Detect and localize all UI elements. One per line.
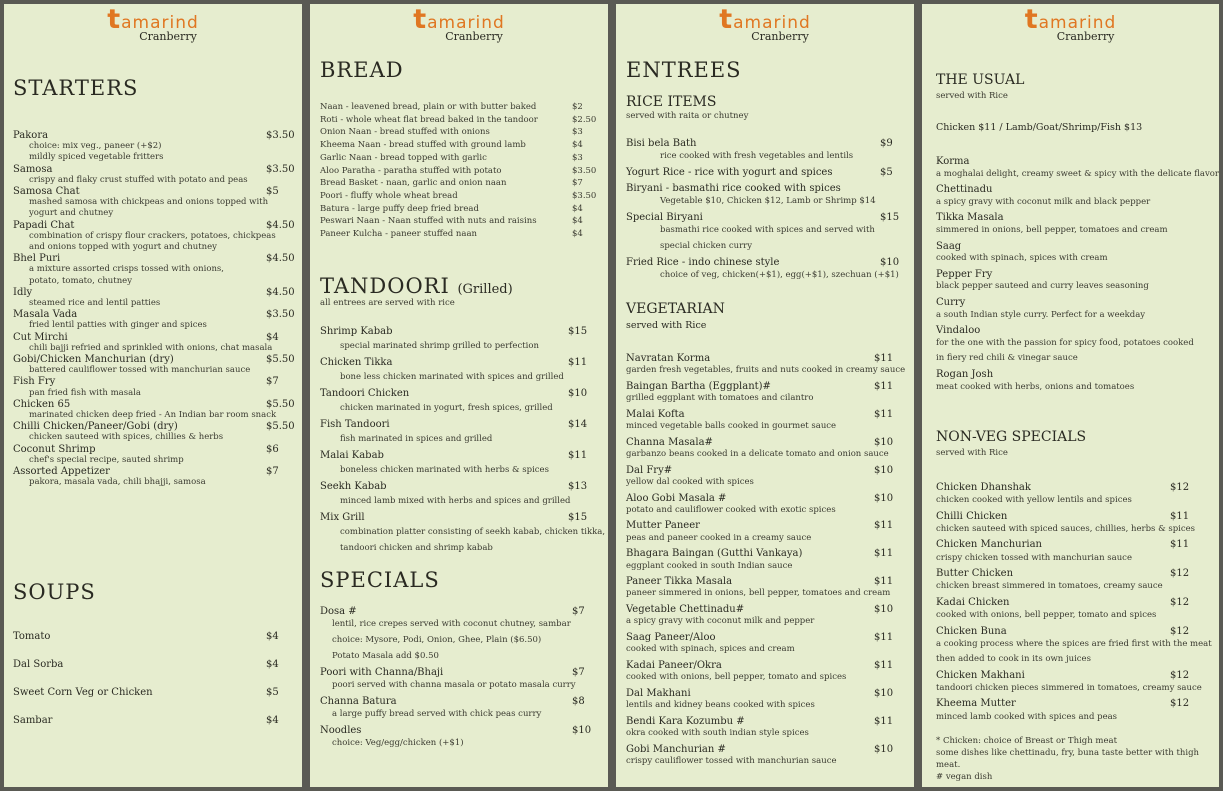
menu-item-price: $5.50 [266,354,295,365]
menu-item-desc: black pepper sauteed and curry leaves seasoning [936,281,1149,292]
menu-panel-entrees [616,4,914,787]
menu-item-price: $11 [874,520,894,532]
menu-item-price: $7 [266,376,279,388]
menu-item-price: $4.50 [266,253,295,265]
menu-item-name: Channa Masala# [626,436,713,448]
bread-price: $3.50 [572,165,597,176]
logo-wordmark: tamarind [107,4,199,35]
menu-item-price: $3.50 [266,309,295,321]
menu-item-desc: marinated chicken deep fried - An Indian bar room snack [29,410,277,420]
menu-item-desc: poori served with channa masala or potato masala curry [332,680,576,690]
menu-item-name: Navratan Korma [626,353,711,364]
menu-item-price: $10 [874,687,894,699]
soup-price: $5 [266,687,279,698]
menu-item-price: $10 [572,725,592,736]
menu-item-desc: choice: Veg/egg/chicken (+$1) [332,738,464,748]
menu-item-name: Chicken Dhanshak [936,482,1031,493]
menu-item-desc: eggplant cooked in south Indian sauce [626,560,793,571]
menu-item-name: Vegetable Chettinadu# [626,604,745,616]
veg-note: served with Rice [626,320,707,331]
menu-item-name: Paneer Tikka Masala [626,576,733,588]
restaurant-logo [310,4,608,43]
section-title-specials: SPECIALS [320,568,440,592]
footnote: # vegan dish [936,772,993,782]
soup-name: Sweet Corn Veg or Chicken [13,687,153,698]
menu-item-price: $11 [874,353,894,364]
bread-price: $4 [572,203,583,214]
menu-item-desc: crispy and flaky crust stuffed with potato and peas [29,174,248,185]
menu-item-desc: steamed rice and lentil patties [29,298,161,308]
footnote: meat. [936,760,961,770]
menu-item-name: Dal Fry# [626,464,673,476]
menu-item-price: $11 [874,715,894,727]
section-title-starters: STARTERS [13,76,139,100]
menu-item-desc: combination of crispy flour crackers, potatoes, chickpeas [29,230,276,241]
menu-item-name: Mutter Paneer [626,520,700,532]
bread-price: $4 [572,229,583,239]
menu-item-desc: paneer simmered in onions, bell pepper, tomatoes and cream [626,588,891,599]
menu-item-name: Chicken Buna [936,625,1007,637]
bread-item: Onion Naan - bread stuffed with onions [320,127,490,138]
menu-item-name: Channa Batura [320,696,397,707]
menu-item-desc: a mixture assorted crisps tossed with onions, [29,264,224,275]
menu-item-desc: rice cooked with fresh vegetables and lentils [660,151,854,161]
menu-item-desc: choice: Mysore, Podi, Onion, Ghee, Plain ($6.50) [332,635,542,645]
menu-item-price: $3.50 [266,163,295,175]
menu-item-name: Biryani - basmathi rice cooked with spices [626,183,841,194]
menu-item-name: Kadai Chicken [936,596,1010,608]
menu-item-desc: a spicy gravy with coconut milk and black pepper [936,196,1151,207]
menu-item-desc: Potato Masala add $0.50 [332,651,439,661]
menu-item-price: $12 [1170,596,1190,608]
menu-item-price: $11 [568,450,588,461]
bread-price: $7 [572,178,583,189]
menu-item-desc: in fiery red chili & vinegar sauce [936,353,1078,364]
menu-item-desc: cooked with onions, bell pepper, tomato and spices [626,672,847,683]
logo-wordmark: tamarind [413,4,505,35]
menu-item-name: Curry [936,297,966,308]
menu-item-name: Poori with Channa/Bhaji [320,667,444,678]
menu-item-name: Bhel Puri [13,253,61,265]
menu-item-price: $12 [1170,669,1190,681]
menu-item-desc: fried lentil patties with ginger and spices [29,320,207,331]
menu-item-price: $12 [1170,698,1190,710]
menu-item-name: Chicken Manchurian [936,539,1042,551]
menu-item-name: Chilli Chicken/Paneer/Gobi (dry) [13,421,178,433]
menu-item-name: Saag [936,240,962,252]
menu-item-desc: garbanzo beans cooked in a delicate tomato and onion sauce [626,448,889,459]
menu-item-name: Tikka Masala [936,212,1004,224]
bread-price: $4 [572,140,583,151]
menu-item-price: $10 [874,464,894,476]
menu-item-name: Rogan Josh [936,369,994,381]
restaurant-logo [922,4,1219,43]
menu-panel-usual [922,4,1219,787]
menu-item-desc: chicken cooked with yellow lentils and spices [936,495,1132,506]
section-title-tandoori: TANDOORI (Grilled) [320,274,513,298]
menu-item-name: Seekh Kabab [320,481,387,492]
menu-item-price: $11 [874,659,894,671]
menu-item-name: Butter Chicken [936,568,1014,580]
menu-item-price: $11 [874,576,894,588]
menu-item-price: $8 [572,696,585,707]
menu-item-name: Idly [13,286,33,298]
bread-item: Paneer Kulcha - paneer stuffed naan [320,229,477,239]
menu-item-desc: pan fried fish with masala [29,387,141,398]
menu-item-price: $10 [568,388,588,399]
menu-item-name: Gobi/Chicken Manchurian (dry) [13,354,174,365]
menu-item-name: Samosa Chat [13,186,80,197]
menu-item-price: $10 [874,604,894,616]
menu-item-desc: peas and paneer cooked in a creamy sauce [626,532,812,543]
section-title-entrees: ENTREES [626,58,742,82]
menu-item-desc: fish marinated in spices and grilled [340,434,493,444]
menu-item-price: $15 [880,212,900,223]
menu-item-price: $11 [874,632,894,643]
menu-item-desc: a spicy gravy with coconut milk and pepper [626,616,815,627]
menu-panel-starters [4,4,302,787]
menu-item-desc: minced lamb mixed with herbs and spices and grilled [340,496,571,506]
menu-item-desc: combination platter consisting of seekh kabab, chicken tikka, [340,527,606,537]
menu-item-price: $11 [874,380,894,392]
bread-item: Naan - leavened bread, plain or with butter baked [320,102,537,112]
menu-item-desc: okra cooked with south indian style spices [626,727,809,738]
menu-item-name: Malai Kofta [626,408,685,420]
menu-item-name: Vindaloo [936,325,981,337]
bread-price: $2.50 [572,114,597,125]
menu-item-price: $11 [874,408,894,420]
menu-item-desc: a moghalai delight, creamy sweet & spicy with the delicate flavor [936,168,1219,179]
menu-item-price: $6 [266,443,279,455]
menu-item-desc: for the one with the passion for spicy food, potatoes cooked [936,337,1194,348]
bread-item: Kheema Naan - bread stuffed with ground lamb [320,140,526,151]
menu-item-desc: yellow dal cooked with spices [626,476,754,487]
menu-item-desc: potato and cauliflower cooked with exotic spices [626,504,836,515]
menu-item-name: Gobi Manchurian # [626,743,726,755]
bread-price: $3.50 [572,190,597,201]
menu-item-name: Fried Rice - indo chinese style [626,257,780,268]
menu-item-name: Kadai Paneer/Okra [626,659,722,671]
menu-item-name: Saag Paneer/Aloo [626,632,716,643]
menu-item-desc: chef's special recipe, sauted shrimp [29,454,184,465]
section-title-rice: RICE ITEMS [626,94,717,110]
menu-item-name: Bendi Kara Kozumbu # [626,715,745,727]
bread-price: $2 [572,102,583,112]
menu-item-price: $5.50 [266,398,295,410]
menu-item-name: Chicken Tikka [320,357,393,368]
menu-item-desc: cooked with spinach, spices with cream [936,253,1108,264]
footnote: * Chicken: choice of Breast or Thigh meat [936,736,1117,746]
tandoori-note: all entrees are served with rice [320,298,455,308]
menu-item-desc: choice of veg, chicken(+$1), egg(+$1), szechuan (+$1) [660,270,899,280]
bread-item: Garlic Naan - bread topped with garlic [320,152,487,163]
menu-item-desc: choice: mix veg., paneer (+$2) [29,141,162,152]
menu-item-desc: a cooking process where the spices are fried first with the meat [936,638,1212,649]
menu-item-desc: a south Indian style curry. Perfect for a weekday [936,309,1146,320]
bread-item: Bread Basket - naan, garlic and onion naan [320,178,507,189]
menu-item-name: Dal Makhani [626,687,691,699]
menu-item-name: Chettinadu [936,184,993,196]
menu-item-price: $11 [874,548,894,560]
section-title-vegetarian: VEGETARIAN [626,301,725,317]
menu-item-desc: chili bajji refried and sprinkled with onions, chat masala [29,342,273,353]
menu-item-name: Fish Fry [13,376,56,388]
menu-item-name: Chicken 65 [13,398,71,410]
menu-item-desc: tandoori chicken and shrimp kabab [340,543,493,553]
footnote: some dishes like chettinadu, fry, buna taste better with thigh [936,748,1200,758]
menu-item-desc: pakora, masala vada, chili bhajji, samosa [29,477,206,488]
menu-item-name: Pepper Fry [936,268,993,280]
logo-location: Cranberry [139,30,197,43]
menu-item-price: $3.50 [266,130,295,141]
menu-item-name: Special Biryani [626,212,703,223]
menu-item-name: Fish Tandoori [320,419,390,430]
bread-item: Peswari Naan - Naan stuffed with nuts and raisins [320,216,537,227]
menu-item-price: $4 [266,331,279,343]
menu-item-price: $10 [874,436,894,448]
menu-item-desc: potato, tomato, chutney [29,275,133,286]
menu-item-name: Cut Mirchi [13,331,68,343]
menu-item-price: $4.50 [266,219,295,231]
logo-location: Cranberry [1056,30,1115,43]
menu-item-price: $13 [568,481,588,492]
menu-item-name: Korma [936,156,970,167]
menu-item-price: $14 [568,419,588,430]
menu-item-desc: bone less chicken marinated with spices and grilled [340,372,564,382]
menu-item-desc: meat cooked with herbs, onions and tomatoes [936,381,1135,392]
restaurant-logo [4,4,302,43]
menu-item-desc: garden fresh vegetables, fruits and nuts cooked in creamy sauce [626,365,906,376]
menu-item-desc: and onions topped with yogurt and chutney [29,242,217,252]
menu-item-name: Masala Vada [13,309,78,321]
menu-item-desc: basmathi rice cooked with spices and served with [660,225,875,235]
section-title-nonveg: NON-VEG SPECIALS [936,429,1087,445]
menu-item-desc: lentils and kidney beans cooked with spices [626,700,815,710]
menu-item-desc: chicken sauteed with spices, chillies & herbs [29,432,224,443]
menu-item-desc: cooked with spinach, spices and cream [626,644,795,655]
menu-item-price: $4.50 [266,286,295,298]
bread-price: $3 [572,152,583,163]
menu-item-desc: cooked with onions, bell pepper, tomato and spices [936,610,1157,620]
menu-item-name: Aloo Gobi Masala # [626,492,727,504]
menu-item-desc: tandoori chicken pieces simmered in tomatoes, creamy sauce [936,682,1202,693]
menu-item-desc: special marinated shrimp grilled to perfection [340,341,539,351]
rice-note: served with raita or chutney [626,111,749,121]
section-title-soups: SOUPS [13,580,96,604]
menu-item-desc: minced lamb cooked with spices and peas [936,711,1118,722]
menu-item-name: Kheema Mutter [936,698,1016,710]
menu-item-desc: chicken marinated in yogurt, fresh spices, grilled [340,403,553,413]
menu-item-price: $10 [874,743,894,755]
menu-item-desc: mildly spiced vegetable fritters [29,152,164,163]
menu-item-price: $11 [568,357,588,368]
menu-item-desc: Vegetable $10, Chicken $12, Lamb or Shrimp $14 [660,196,876,206]
logo-location: Cranberry [751,30,809,43]
menu-item-price: $10 [880,257,900,268]
menu-item-price: $7 [572,667,585,678]
menu-item-price: $12 [1170,625,1190,637]
menu-item-desc: boneless chicken marinated with herbs & spices [340,465,549,475]
bread-item: Poori - fluffy whole wheat bread [320,190,458,201]
menu-item-name: Chilli Chicken [936,510,1008,522]
menu-item-desc: special chicken curry [660,241,753,251]
soup-name: Tomato [13,631,51,642]
menu-item-name: Tandoori Chicken [320,388,410,399]
bread-price: $4 [572,216,583,227]
menu-item-name: Malai Kabab [320,450,384,461]
nonveg-note: served with Rice [936,448,1008,458]
menu-item-desc: chicken sauteed with spiced sauces, chillies, herbs & spices [936,523,1196,534]
menu-item-desc: minced vegetable balls cooked in gourmet sauce [626,421,837,431]
menu-item-desc: yogurt and chutney [29,208,114,219]
menu-item-price: $5 [880,167,893,178]
menu-item-desc: grilled eggplant with tomatoes and cilantro [626,393,814,404]
menu-item-desc: crispy chicken tossed with manchurian sauce [936,552,1132,563]
menu-item-name: Noodles [320,725,362,736]
restaurant-logo [616,4,914,43]
menu-item-price: $5.50 [266,421,295,433]
soup-name: Dal Sorba [13,659,64,670]
bread-item: Roti - whole wheat flat bread baked in the tandoor [320,114,538,125]
menu-item-desc: mashed samosa with chickpeas and onions topped with [29,197,269,208]
menu-item-desc: a large puffy bread served with chick peas curry [332,709,542,719]
logo-wordmark: tamarind [1024,4,1117,35]
menu-item-name: Chicken Makhani [936,669,1025,681]
menu-item-price: $15 [568,512,588,523]
section-title-bread: BREAD [320,58,404,82]
menu-item-name: Dosa # [320,606,357,617]
menu-item-name: Shrimp Kabab [320,326,393,337]
menu-item-price: $9 [880,138,893,149]
menu-item-name: Baingan Bartha (Eggplant)# [626,380,771,392]
menu-item-name: Mix Grill [320,512,365,523]
menu-item-desc: lentil, rice crepes served with coconut chutney, sambar [332,619,571,629]
usual-prices: Chicken $11 / Lamb/Goat/Shrimp/Fish $13 [936,122,1143,133]
menu-item-price: $5 [266,186,279,197]
menu-item-desc: then added to cook in its own juices [936,654,1091,665]
menu-item-name: Coconut Shrimp [13,443,96,455]
menu-item-name: Papadi Chat [13,219,75,231]
bread-item: Batura - large puffy deep fried bread [320,203,479,214]
menu-item-desc: chicken breast simmered in tomatoes, creamy sauce [936,581,1163,592]
soup-price: $4 [266,715,279,726]
menu-item-price: $7 [572,606,585,617]
menu-item-name: Samosa [13,163,53,175]
menu-item-price: $12 [1170,568,1190,580]
menu-item-desc: crispy cauliflower tossed with manchurian sauce [626,755,837,766]
soup-price: $4 [266,631,279,642]
soup-name: Sambar [13,715,53,726]
menu-item-desc: battered cauliflower tossed with manchurian sauce [29,365,251,376]
menu-item-name: Bisi bela Bath [626,138,697,149]
menu-item-name: Assorted Appetizer [13,466,110,477]
menu-panel-bread [310,4,608,787]
logo-wordmark: tamarind [719,4,811,35]
menu-item-price: $10 [874,492,894,504]
logo-location: Cranberry [445,30,503,43]
usual-note: served with Rice [936,91,1008,101]
menu-item-price: $11 [1170,539,1190,551]
bread-item: Aloo Paratha - paratha stuffed with potato [320,165,502,176]
menu-item-price: $7 [266,466,279,477]
menu-item-price: $15 [568,326,588,337]
menu-item-name: Yogurt Rice - rice with yogurt and spices [626,167,833,178]
section-title-usual: THE USUAL [936,72,1025,88]
bread-price: $3 [572,127,583,138]
soup-price: $4 [266,659,279,670]
menu-item-price: $12 [1170,482,1190,493]
menu-item-price: $11 [1170,510,1190,522]
menu-item-name: Bhagara Baingan (Gutthi Vankaya) [626,548,803,560]
menu-item-name: Pakora [13,130,49,141]
menu-item-desc: simmered in onions, bell pepper, tomatoes and cream [936,224,1168,235]
